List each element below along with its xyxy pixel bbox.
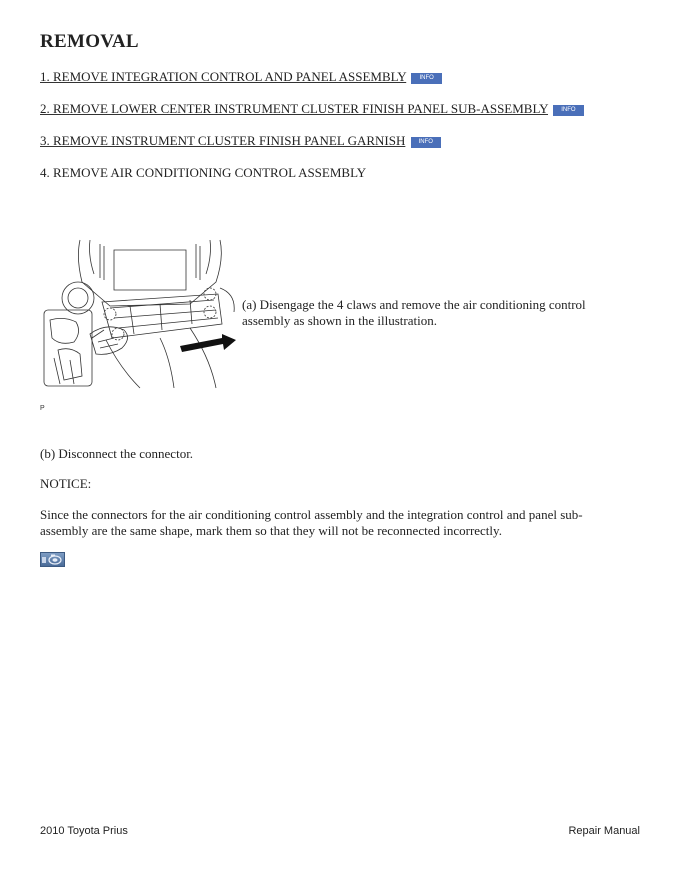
step-3-link[interactable]: 3. REMOVE INSTRUMENT CLUSTER FINISH PANEL GARNISH — [40, 133, 406, 148]
step-2 — [40, 101, 584, 117]
step-3 — [40, 133, 441, 149]
step-4 — [40, 165, 366, 181]
step-2-link[interactable]: 2. REMOVE LOWER CENTER INSTRUMENT CLUSTER FINISH PANEL SUB-ASSEMBLY — [40, 101, 549, 116]
figure-caption: (a) Disengage the 4 claws and remove the air conditioning control assembly as shown in the illustration. — [242, 297, 586, 328]
page-title: REMOVAL — [40, 31, 139, 52]
step-1 — [40, 69, 442, 85]
step-3-info-button[interactable]: INFO — [411, 137, 441, 148]
step-1-info-button[interactable]: INFO — [411, 73, 441, 84]
step-4-text: 4. REMOVE AIR CONDITIONING CONTROL ASSEMBLY — [40, 165, 367, 180]
camera-icon — [41, 553, 64, 566]
disconnect-instruction: (b) Disconnect the connector. — [40, 446, 194, 461]
footer-left: 2010 Toyota Prius — [40, 825, 128, 837]
notice-text: Since the connectors for the air conditioning control assembly and the integration control and panel sub-assembly are the same shape, mark them so that they will not be reconnected incorrectly. — [40, 507, 583, 538]
step-1-link[interactable]: 1. REMOVE INTEGRATION CONTROL AND PANEL ASSEMBLY — [40, 69, 407, 84]
camera-button[interactable] — [40, 552, 65, 567]
notice-label: NOTICE: — [40, 476, 92, 491]
footer-right: Repair Manual — [568, 825, 640, 837]
step-2-info-button[interactable]: INFO — [553, 105, 583, 116]
figure-label: P — [40, 405, 45, 412]
removal-illustration — [40, 238, 236, 390]
